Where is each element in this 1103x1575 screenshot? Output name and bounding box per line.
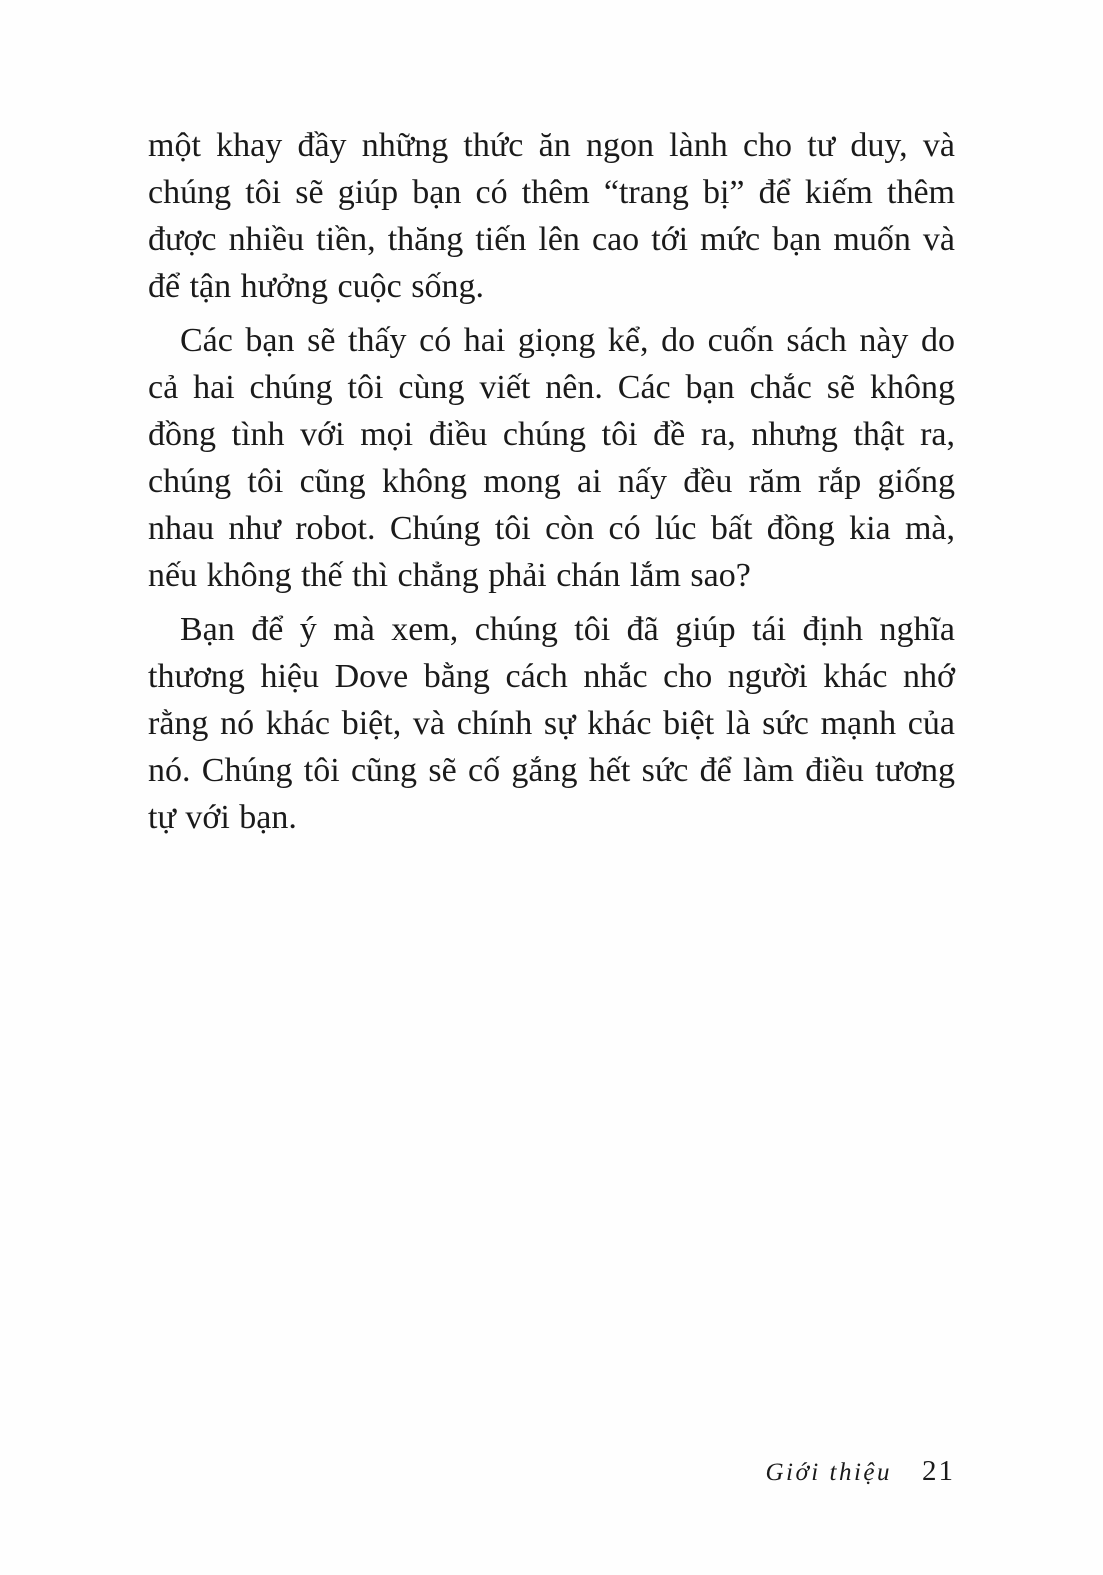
footer-page-number: 21 — [922, 1455, 955, 1487]
footer-section-title: Giới thiệu — [765, 1459, 892, 1486]
body-text-block — [148, 122, 955, 848]
body-paragraph-3: Bạn để ý mà xem, chúng tôi đã giúp tái định nghĩa thương hiệu Dove bằng cách nhắc cho người khác nhớ rằng nó khác biệt, và chính sự khác biệt là sức mạnh của nó. Chúng tôi cũng sẽ cố gắng hết sức để làm điều tương tự với bạn. — [148, 611, 955, 836]
body-paragraph-2: Các bạn sẽ thấy có hai giọng kể, do cuốn sách này do cả hai chúng tôi cùng viết nên. Các bạn chắc sẽ không đồng tình với mọi điều chúng tôi đề ra, nhưng thật ra, chúng tôi cũng không mong ai nấy đều răm rắp giống nhau như robot. Chúng tôi còn có lúc bất đồng kia mà, nếu không thế thì chẳng phải chán lắm sao? — [148, 322, 955, 594]
running-footer — [148, 1455, 955, 1488]
body-paragraph-1: một khay đầy những thức ăn ngon lành cho tư duy, và chúng tôi sẽ giúp bạn có thêm “trang bị” để kiếm thêm được nhiều tiền, thăng tiến lên cao tới mức bạn muốn và để tận hưởng cuộc sống. — [148, 127, 955, 305]
